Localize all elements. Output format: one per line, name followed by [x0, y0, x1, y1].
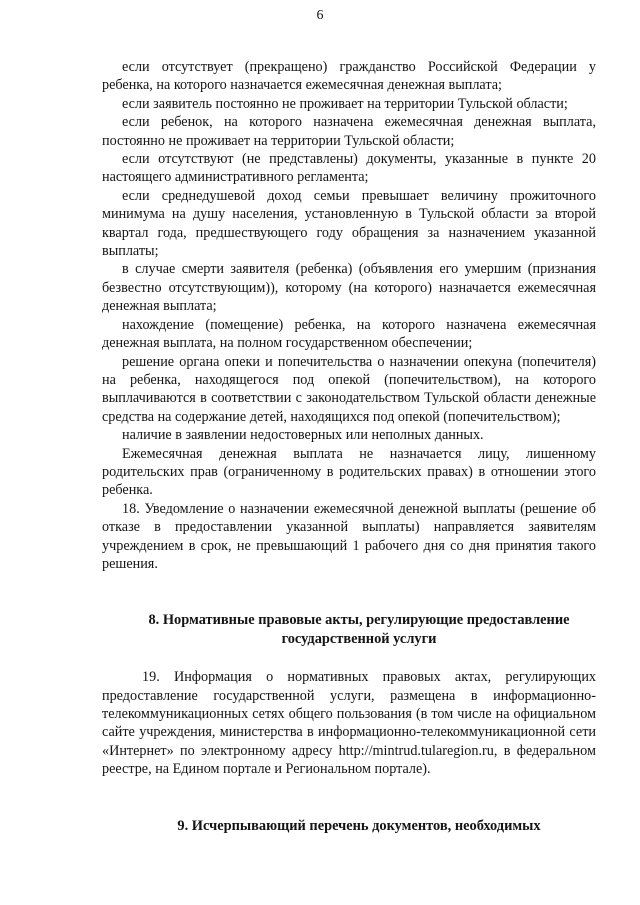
paragraph: если отсутствуют (не представлены) документы, указанные в пункте 20 настоящего административного регламента;	[102, 151, 596, 186]
paragraph: Ежемесячная денежная выплата не назначается лицу, лишенному родительских прав (ограниченному в родительских правах) в отношении этого ребенка.	[102, 445, 596, 499]
paragraph: если заявитель постоянно не проживает на территории Тульской области;	[122, 95, 568, 112]
paragraph: если ребенок, на которого назначена ежемесячная денежная выплата, постоянно не проживает на территории Тульской области;	[102, 114, 596, 149]
section-9-heading: 9. Исчерпывающий перечень документов, необходимых	[177, 817, 541, 834]
paragraph: нахождение (помещение) ребенка, на которого назначена ежемесячная денежная выплата, на полном государственном обеспечении;	[102, 316, 596, 352]
paragraph: в случае смерти заявителя (ребенка) (объявления его умершим (признания безвестно отсутствующим)), которому (на которого) назначается ежемесячная денежная выплата;	[102, 261, 596, 315]
page-number: 6	[316, 8, 324, 23]
document-body	[102, 58, 596, 835]
heading-line: государственной услуги	[281, 630, 437, 647]
heading-line: 8. Нормативные правовые акты, регулирующие предоставление	[148, 612, 570, 629]
paragraph: если среднедушевой доход семьи превышает величину прожиточного минимума на душу населения, установленную в Тульской области за второй квартал года, предшествующего году обращения за назначением указанной выплаты;	[102, 187, 596, 260]
paragraph: наличие в заявлении недостоверных или неполных данных.	[122, 427, 484, 444]
paragraph-clause-18: 18. Уведомление о назначении ежемесячной денежной выплаты (решение об отказе в предоставлении указанной выплаты) направляется заявителям учреждением в срок, не превышающий 1 рабочего дня со дня принятия такого решения.	[102, 500, 596, 572]
section-8-heading	[102, 611, 596, 648]
paragraph-clause-19: 19. Информация о нормативных правовых актах, регулирующих предоставление государственной услуги, размещена в информационно-телекоммуникационных сетях общего пользования (в том числе на официальном сайте учреждения, министерства в информационно-телекоммуникационной сети «Интернет» по электронному адресу http://mintrud.tularegion.ru, в федеральном реестре, на Едином портале и Региональном портале).	[102, 669, 596, 778]
paragraph: решение органа опеки и попечительства о назначении опекуна (попечителя) на ребенка, находящегося под опекой (попечительством), на которого выплачиваются в соответствии с законодательством Тульской области денежные средства на содержание детей, находящихся под опекой (попечительством);	[102, 353, 596, 425]
paragraph: если отсутствует (прекращено) гражданство Российской Федерации у ребенка, на которого назначается ежемесячная денежная выплата;	[102, 59, 596, 94]
